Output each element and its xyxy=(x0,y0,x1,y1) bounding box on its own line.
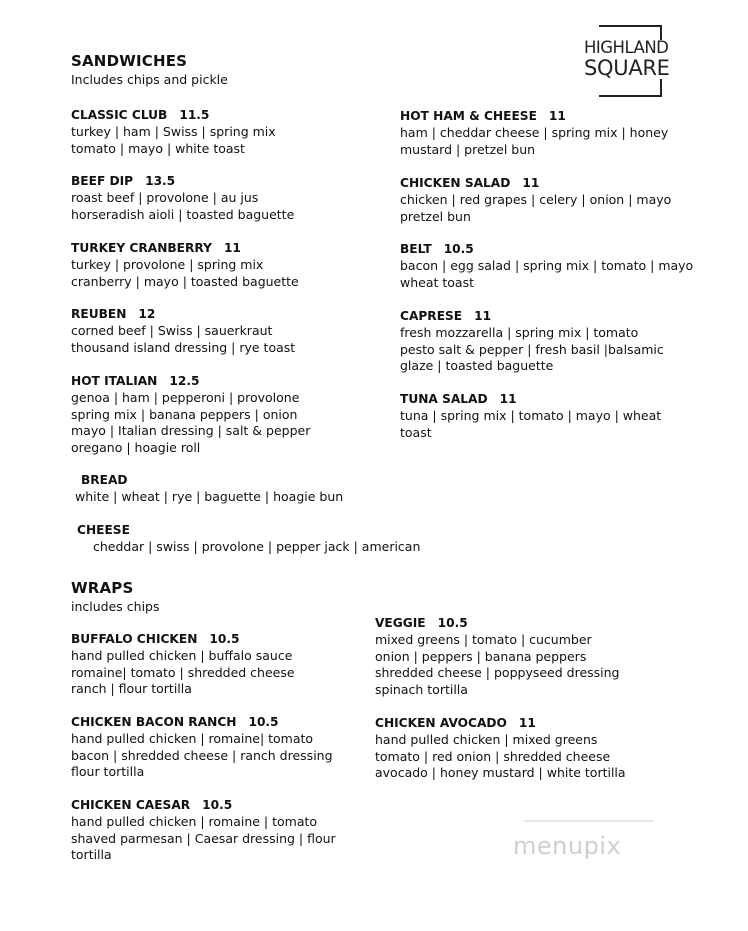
item-description: hand pulled chicken | buffalo sauce xyxy=(71,647,293,663)
item-description: tortilla xyxy=(71,847,112,863)
item-description: genoa | ham | pepperoni | provolone xyxy=(71,389,300,405)
item-price: 10.5 xyxy=(437,616,468,630)
item-price: 12 xyxy=(138,307,156,321)
item-description: fresh mozzarella | spring mix | tomato xyxy=(400,324,639,340)
item-description: turkey | provolone | spring mix xyxy=(71,256,264,272)
menu-item xyxy=(375,615,620,699)
sandwiches-title: SANDWICHES xyxy=(71,52,188,70)
item-description: hand pulled chicken | mixed greens xyxy=(375,731,598,747)
item-description: hand pulled chicken | romaine| tomato xyxy=(71,730,314,746)
menu-item xyxy=(71,107,276,157)
item-name: HOT HAM & CHEESE xyxy=(400,109,537,123)
menu-item xyxy=(71,631,295,698)
item-name: REUBEN xyxy=(71,307,127,321)
item-description: mustard | pretzel bun xyxy=(400,141,536,157)
wraps-title: WRAPS xyxy=(71,579,134,597)
item-description: chicken | red grapes | celery | onion | mayo xyxy=(400,191,672,207)
item-name: CLASSIC CLUB xyxy=(71,108,168,122)
item-price: 11 xyxy=(223,241,241,255)
item-description: shredded cheese | poppyseed dressing xyxy=(375,665,620,681)
cheese-section xyxy=(77,522,420,556)
item-price: 11 xyxy=(474,309,492,323)
item-description: bacon | egg salad | spring mix | tomato | mayo xyxy=(400,257,694,273)
item-name: BELT xyxy=(400,242,432,256)
item-name: BUFFALO CHICKEN xyxy=(71,632,198,646)
menu-item xyxy=(400,175,671,225)
item-price: 10.5 xyxy=(209,632,240,646)
menu-item xyxy=(375,715,626,782)
logo xyxy=(580,40,680,79)
item-description: spring mix | banana peppers | onion xyxy=(71,406,298,422)
item-price: 12.5 xyxy=(169,374,200,388)
cheese-title: CHEESE xyxy=(77,523,130,537)
item-price: 11 xyxy=(518,716,536,730)
sandwiches-subtitle: Includes chips and pickle xyxy=(71,72,228,87)
menu-item xyxy=(400,108,668,158)
item-description: horseradish aioli | toasted baguette xyxy=(71,206,295,222)
item-price: 10.5 xyxy=(202,798,233,812)
menu-item xyxy=(400,241,693,291)
item-price: 13.5 xyxy=(145,174,176,188)
item-name: CHICKEN BACON RANCH xyxy=(71,715,237,729)
item-description: hand pulled chicken | romaine | tomato xyxy=(71,813,318,829)
menu-item xyxy=(400,391,661,441)
item-description: flour tortilla xyxy=(71,764,145,780)
item-description: mayo | Italian dressing | salt & pepper xyxy=(71,423,311,439)
item-name: HOT ITALIAN xyxy=(71,374,158,388)
menu-item xyxy=(71,306,295,356)
item-description: tomato | red onion | shredded cheese xyxy=(375,748,611,764)
bread-section xyxy=(75,472,343,506)
item-name: CHICKEN SALAD xyxy=(400,176,511,190)
item-price: 10.5 xyxy=(248,715,279,729)
item-name: CHICKEN CAESAR xyxy=(71,798,191,812)
item-description: roast beef | provolone | au jus xyxy=(71,189,259,205)
menu-item xyxy=(400,308,664,375)
menu-item xyxy=(71,373,310,457)
item-name: CAPRESE xyxy=(400,309,463,323)
watermark: menupix xyxy=(513,832,622,860)
item-description: turkey | ham | Swiss | spring mix xyxy=(71,123,276,139)
menu-item xyxy=(71,240,299,290)
item-price: 10.5 xyxy=(443,242,474,256)
logo-line-2: SQUARE xyxy=(584,55,670,80)
item-description: glaze | toasted baguette xyxy=(400,358,554,374)
item-description: ham | cheddar cheese | spring mix | honey xyxy=(400,124,669,140)
item-description: oregano | hoagie roll xyxy=(71,440,201,456)
item-description: onion | peppers | banana peppers xyxy=(375,648,587,664)
logo-line-1: HIGHLAND xyxy=(584,38,669,57)
item-description: thousand island dressing | rye toast xyxy=(71,339,296,355)
item-name: TURKEY CRANBERRY xyxy=(71,241,212,255)
menu-item xyxy=(71,173,294,223)
watermark-bar xyxy=(524,820,654,822)
bread-title: BREAD xyxy=(81,473,128,487)
item-price: 11 xyxy=(548,109,566,123)
item-price: 11 xyxy=(522,176,540,190)
item-description: toast xyxy=(400,424,432,440)
item-description: tuna | spring mix | tomato | mayo | wheat xyxy=(400,407,662,423)
item-description: romaine| tomato | shredded cheese xyxy=(71,664,295,680)
item-description: shaved parmesan | Caesar dressing | flour xyxy=(71,830,336,846)
item-description: cranberry | mayo | toasted baguette xyxy=(71,273,299,289)
item-description: corned beef | Swiss | sauerkraut xyxy=(71,322,273,338)
wraps-subtitle: includes chips xyxy=(71,599,160,614)
item-name: BEEF DIP xyxy=(71,174,134,188)
item-name: CHICKEN AVOCADO xyxy=(375,716,507,730)
bread-options: white | wheat | rye | baguette | hoagie bun xyxy=(75,488,344,504)
item-description: pesto salt & pepper | fresh basil |balsamic xyxy=(400,341,664,357)
item-description: tomato | mayo | white toast xyxy=(71,140,245,156)
item-name: TUNA SALAD xyxy=(400,392,488,406)
menu-item xyxy=(71,714,333,781)
item-name: VEGGIE xyxy=(375,616,426,630)
item-price: 11 xyxy=(499,392,517,406)
item-description: spinach tortilla xyxy=(375,682,468,698)
item-description: ranch | flour tortilla xyxy=(71,681,192,697)
item-description: mixed greens | tomato | cucumber xyxy=(375,631,592,647)
cheese-options: cheddar | swiss | provolone | pepper jack | american xyxy=(93,538,421,554)
item-description: pretzel bun xyxy=(400,208,471,224)
item-price: 11.5 xyxy=(179,108,210,122)
menu-item xyxy=(71,797,336,864)
item-description: wheat toast xyxy=(400,274,474,290)
item-description: avocado | honey mustard | white tortilla xyxy=(375,765,626,781)
item-description: bacon | shredded cheese | ranch dressing xyxy=(71,747,333,763)
